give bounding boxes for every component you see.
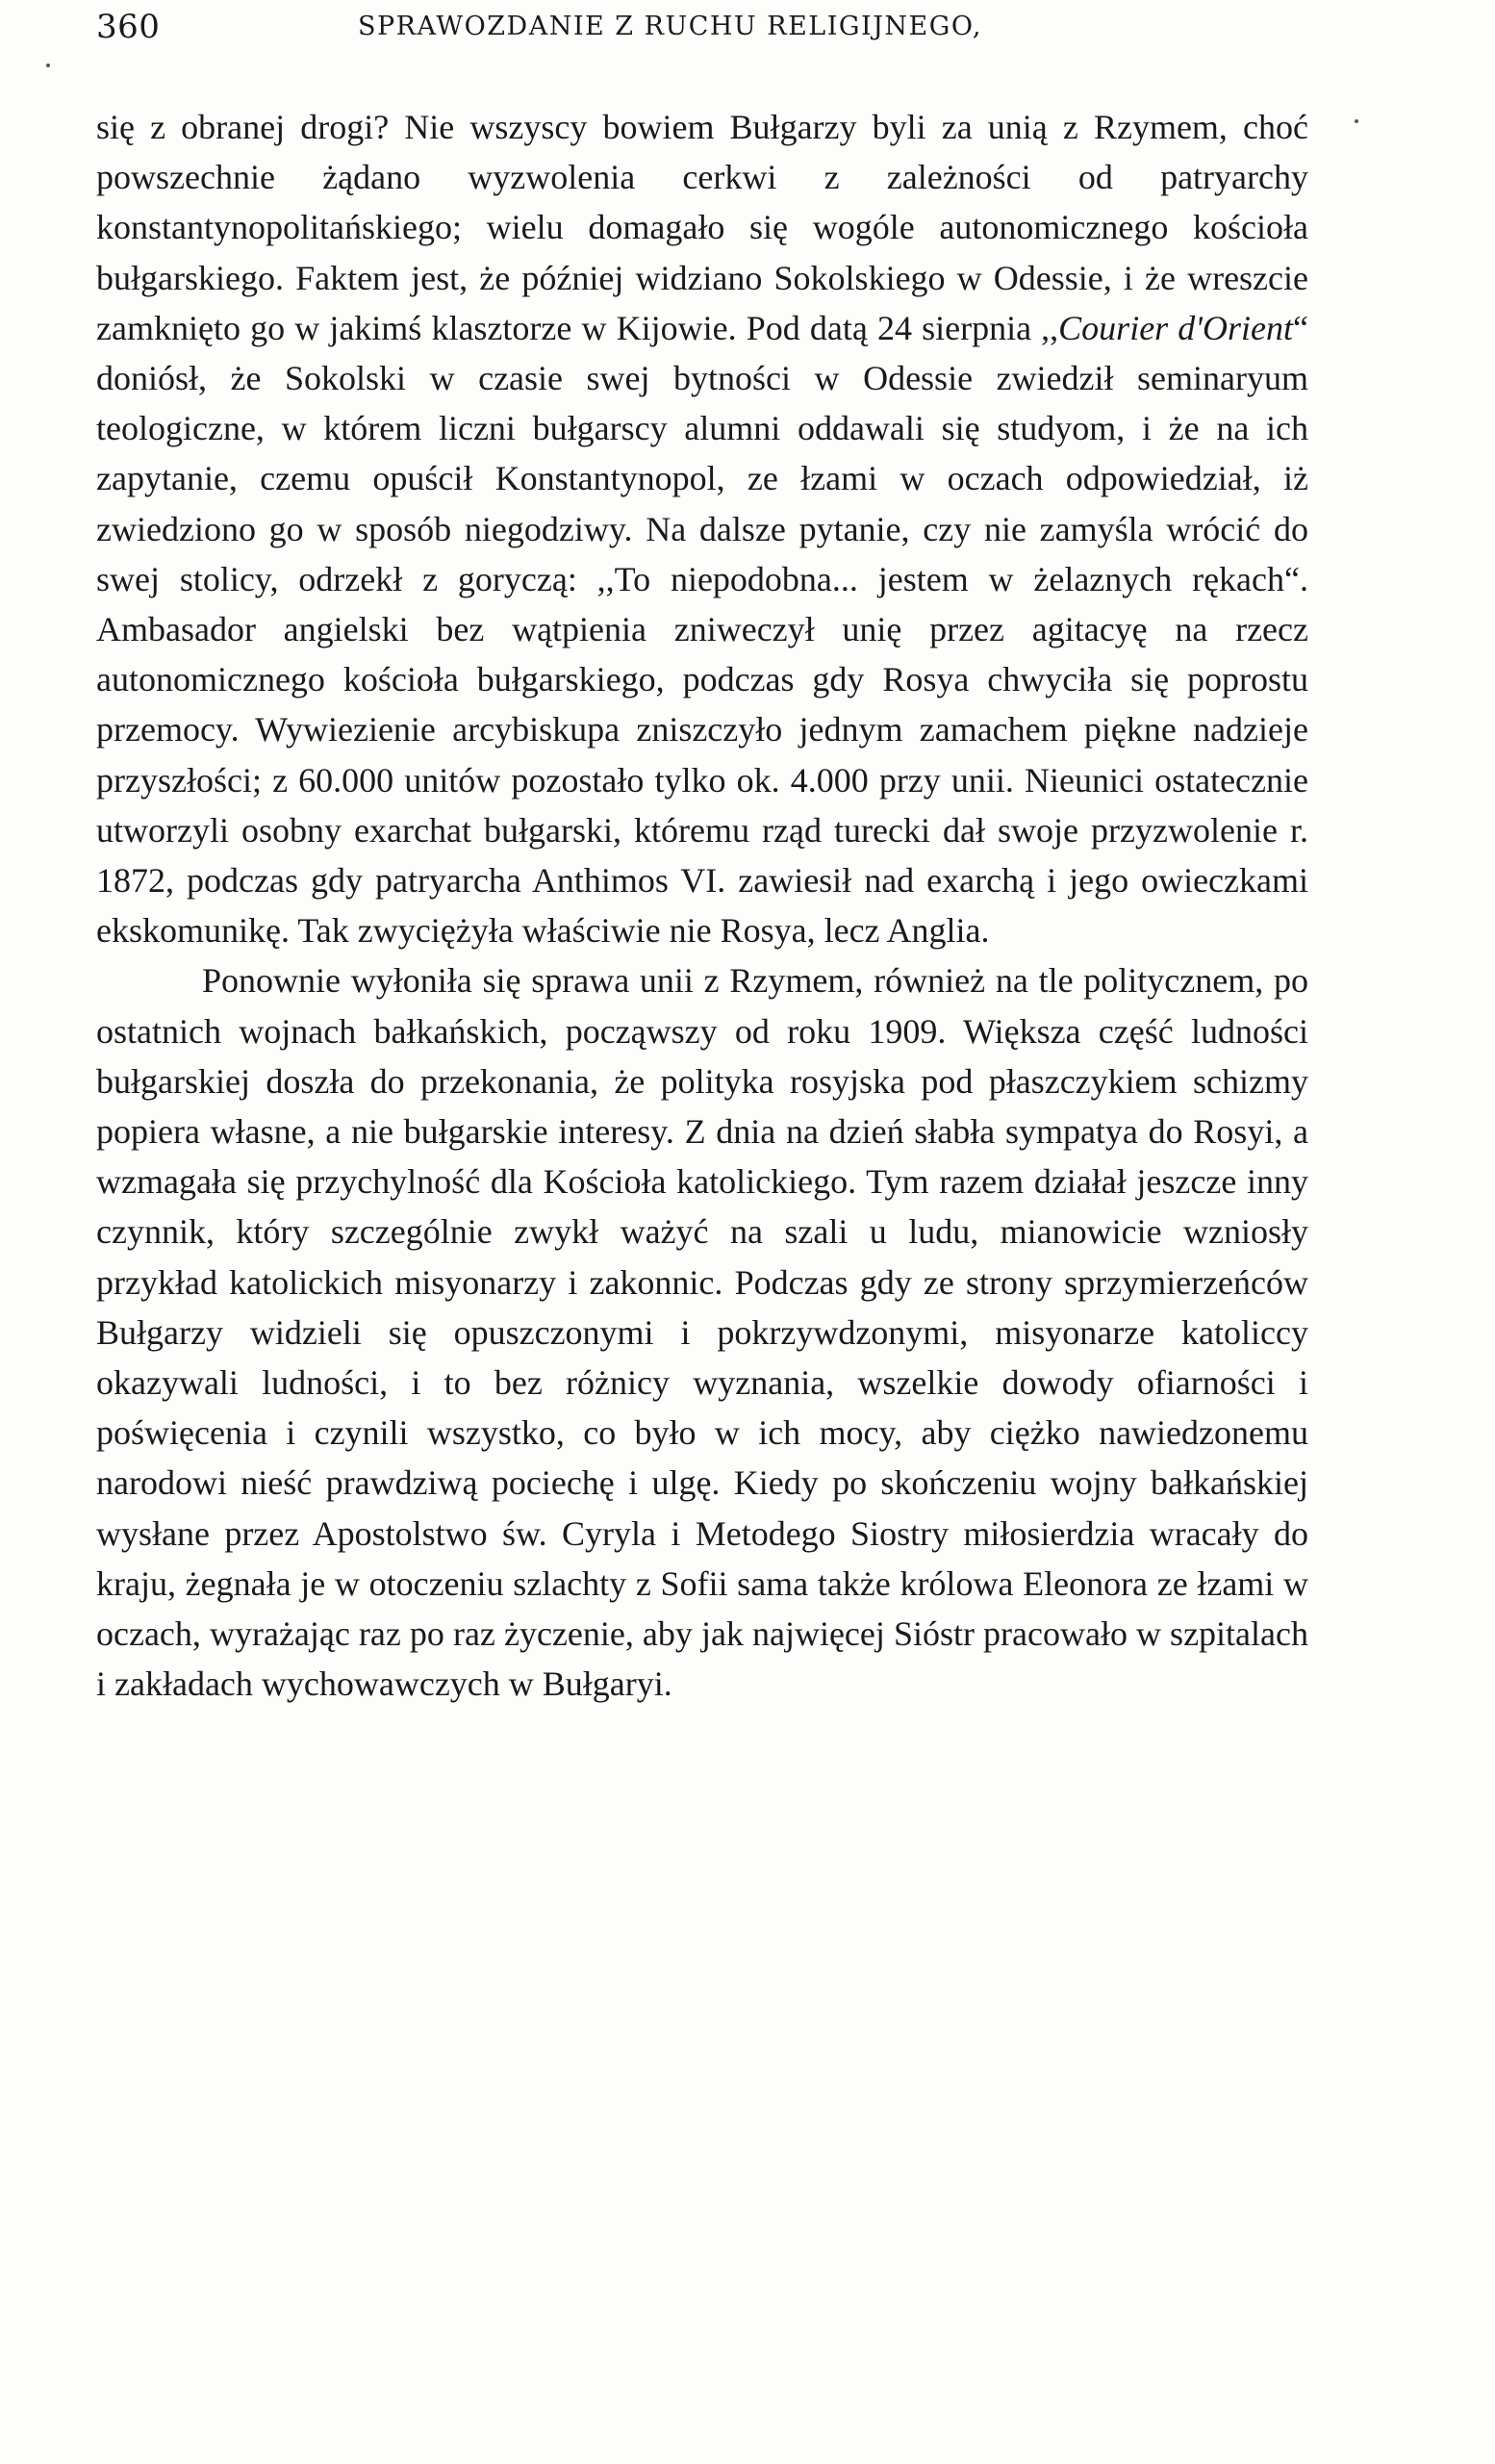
running-title: SPRAWOZDANIE Z RUCHU RELIGIJNEGO,: [358, 12, 982, 41]
paragraph-1: [96, 102, 1308, 955]
page-number: 360: [96, 8, 161, 46]
paragraph-1-part-2: “ doniósł, że Sokolski w czasie swej bytności w Odessie zwiedził seminaryum teologiczne, w którem liczni bułgarscy alumni oddawali się studyom, i że na ich zapytanie, czemu opuścił Konstantynopol, ze łzami w oczach odpowiedział, iż zwiedziono go w sposób niegodziwy. Na dalsze pytanie, czy nie zamyśla wrócić do swej stolicy, odrzekł z goryczą: ,,To niepodobna... jestem w żelaznych rękach“. Ambasador angielski bez wątpienia zniweczył unię przez agitacyę na rzecz autonomicznego kościoła bułgarskiego, podczas gdy Rosya chwyciła się poprostu przemocy. Wywiezienie arcybiskupa zniszczyło jednym zamachem piękne nadzieje przyszłości; z 60.000 unitów pozostało tylko ok. 4.000 przy unii. Nieunici ostatecznie utworzyli osobny exarchat bułgarski, któremu rząd turecki dał swoje przyzwolenie r. 1872, podczas gdy patryarcha Anthimos VI. zawiesił nad exarchą i jego owieczkami ekskomunikę. Tak zwyciężyła właściwie nie Rosya, lecz Anglia.: [96, 308, 1308, 951]
paragraph-1-part-1: się z obranej drogi? Nie wszyscy bowiem Bułgarzy byli za unią z Rzymem, choć powszechnie żądano wyzwolenia cerkwi z zależności od patryarchy konstantynopolitańskiego; wielu domagało się wogóle autonomicznego kościoła bułgarskiego. Faktem jest, że później widziano Sokolskiego w Odessie, i że wreszcie zamknięto go w jakimś klasztorze w Kijowie. Pod datą 24 sierpnia ,,: [96, 108, 1308, 347]
margin-speck-left: [46, 64, 50, 67]
page-header: [96, 8, 1328, 56]
newspaper-title: Courier d'Orient: [1058, 308, 1294, 347]
margin-speck-right: [1355, 119, 1358, 123]
body-text: [96, 102, 1308, 1710]
paragraph-2: Ponownie wyłoniła się sprawa unii z Rzymem, również na tle politycznem, po ostatnich wojnach bałkańskich, począwszy od roku 1909. Większa część ludności bułgarskiej doszła do przekonania, że polityka rosyjska pod płaszczykiem schizmy popiera własne, a nie bułgarskie interesy. Z dnia na dzień słabła sympatya do Rosyi, a wzmagała się przychylność dla Kościoła katolickiego. Tym razem działał jeszcze inny czynnik, który szczególnie zwykł ważyć na szali u ludu, mianowicie wzniosły przykład katolickich misyonarzy i zakonnic. Podczas gdy ze strony sprzymierzeńców Bułgarzy widzieli się opuszczonymi i pokrzywdzonymi, misyonarze katoliccy okazywali ludności, i to bez różnicy wyznania, wszelkie dowody ofiarności i poświęcenia i czynili wszystko, co było w ich mocy, aby ciężko nawiedzonemu narodowi nieść prawdziwą pociechę i ulgę. Kiedy po skończeniu wojny bałkańskiej wysłane przez Apostolstwo św. Cyryla i Metodego Siostry miłosierdzia wracały do kraju, żegnała je w otoczeniu szlachty z Sofii sama także królowa Eleonora ze łzami w oczach, wyrażając raz po raz życzenie, aby jak najwięcej Sióstr pracowało w szpitalach i zakładach wychowawczych w Bułgaryi.: [96, 961, 1308, 1704]
